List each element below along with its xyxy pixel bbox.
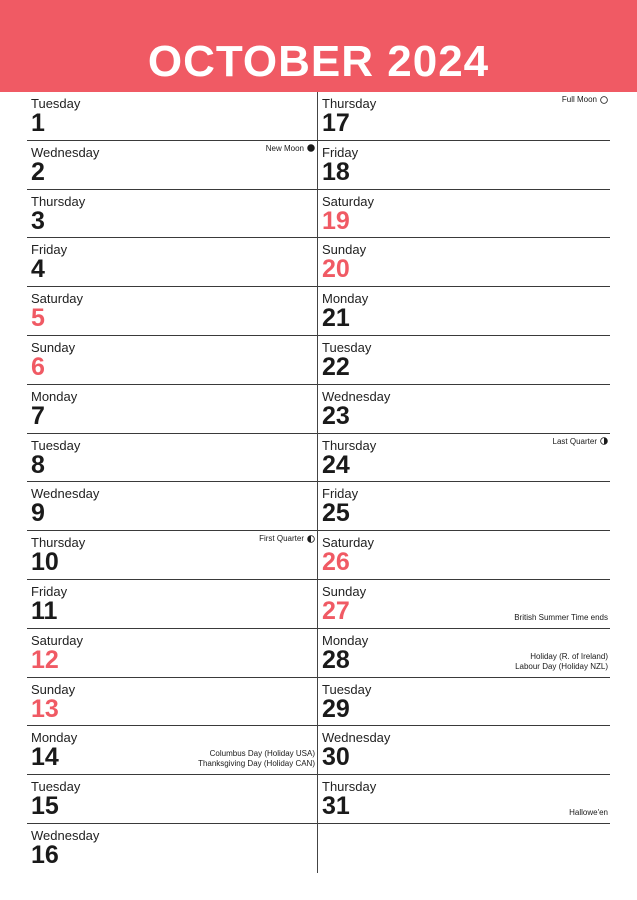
day-cell (318, 238, 610, 287)
day-number: 27 (322, 596, 350, 625)
weekday-label: Wednesday (31, 486, 100, 502)
right-day-column (318, 92, 610, 873)
day-number: 26 (322, 548, 350, 577)
weekday-label: Tuesday (322, 339, 372, 355)
first-quarter-moon-icon (307, 535, 315, 543)
day-number: 25 (322, 499, 350, 528)
left-day-column (27, 92, 317, 873)
day-number: 19 (322, 206, 350, 235)
holiday-note: British Summer Time ends (514, 612, 608, 622)
day-number: 31 (322, 792, 350, 821)
day-cell (27, 531, 317, 580)
day-number: 3 (31, 206, 45, 235)
day-number: 22 (322, 352, 350, 381)
day-cell (27, 629, 317, 678)
day-cell (318, 629, 610, 678)
day-cell (27, 190, 317, 239)
holiday-note: Thanksgiving Day (Holiday CAN) (198, 759, 315, 769)
weekday-label: Sunday (31, 339, 76, 355)
holiday-note: Columbus Day (Holiday USA) (209, 749, 315, 759)
weekday-label: Monday (31, 388, 78, 404)
weekday-label: Tuesday (31, 437, 81, 453)
day-cell (27, 141, 317, 190)
day-number: 16 (31, 840, 59, 869)
weekday-label: Monday (322, 632, 369, 648)
weekday-label: Thursday (322, 437, 377, 453)
holiday-note: Hallowe'en (569, 807, 608, 817)
day-number: 23 (322, 401, 350, 430)
day-cell (318, 141, 610, 190)
weekday-label: Monday (31, 730, 78, 746)
day-cell (318, 580, 610, 629)
day-number: 14 (31, 743, 59, 772)
day-cell (27, 678, 317, 727)
day-number: 1 (31, 109, 45, 137)
weekday-label: Friday (322, 144, 359, 160)
weekday-label: Monday (322, 291, 369, 307)
day-cell (27, 726, 317, 775)
weekday-label: Saturday (31, 632, 84, 648)
day-number: 5 (31, 304, 45, 333)
day-cell (27, 336, 317, 385)
day-cell (318, 190, 610, 239)
weekday-label: Wednesday (322, 388, 391, 404)
holiday-note: Holiday (R. of Ireland) (530, 651, 608, 661)
moon-phase-label: New Moon (265, 143, 304, 153)
day-cell (27, 385, 317, 434)
moon-phase (553, 437, 608, 446)
weekday-label: Friday (322, 486, 359, 502)
day-cell (318, 482, 610, 531)
day-number: 9 (31, 499, 45, 528)
month-title: OCTOBER 2024 (147, 37, 490, 86)
day-number: 2 (31, 157, 45, 186)
day-number: 12 (31, 645, 59, 674)
day-number: 8 (31, 450, 45, 479)
moon-phase (562, 95, 608, 104)
day-cell (27, 238, 317, 287)
day-number: 11 (31, 596, 58, 625)
day-cell (27, 287, 317, 336)
weekday-label: Tuesday (31, 779, 81, 795)
day-cell (27, 434, 317, 483)
day-number: 15 (31, 792, 59, 821)
weekday-label: Thursday (31, 193, 86, 209)
day-number: 28 (322, 645, 350, 674)
day-number: 24 (322, 450, 350, 479)
day-cell (318, 92, 610, 141)
day-number: 10 (31, 548, 59, 577)
day-cell (27, 824, 317, 873)
day-cell (318, 678, 610, 727)
weekday-label: Thursday (322, 779, 377, 795)
full-moon-icon (600, 96, 608, 104)
weekday-label: Friday (31, 242, 68, 258)
moon-phase-label: Last Quarter (552, 436, 597, 446)
day-number: 4 (31, 255, 45, 284)
last-quarter-moon-icon (600, 437, 608, 445)
day-number: 30 (322, 743, 350, 772)
weekday-label: Wednesday (31, 827, 100, 843)
weekday-label: Sunday (322, 242, 367, 258)
weekday-label: Wednesday (322, 730, 391, 746)
weekday-label: Tuesday (31, 96, 81, 111)
holiday-notes (515, 652, 608, 672)
moon-phase (259, 534, 315, 543)
holiday-notes (514, 613, 608, 623)
weekday-label: Saturday (322, 535, 375, 551)
weekday-label: Thursday (322, 96, 377, 111)
empty-day-cell (318, 824, 610, 873)
day-number: 17 (322, 109, 350, 137)
holiday-note: Labour Day (Holiday NZL) (515, 661, 608, 671)
day-cell (27, 92, 317, 141)
day-number: 29 (322, 694, 350, 723)
day-number: 6 (31, 352, 45, 381)
day-cell (318, 385, 610, 434)
moon-phase-label: First Quarter (259, 534, 304, 544)
day-number: 21 (322, 304, 350, 333)
day-cell (318, 336, 610, 385)
weekday-label: Sunday (322, 583, 367, 599)
day-number: 20 (322, 255, 350, 284)
moon-phase-label: Full Moon (561, 95, 597, 104)
weekday-label: Wednesday (31, 144, 100, 160)
weekday-label: Saturday (322, 193, 375, 209)
weekday-label: Sunday (31, 681, 76, 697)
day-cell (318, 531, 610, 580)
holiday-notes (569, 808, 608, 818)
day-number: 13 (31, 694, 59, 723)
day-cell (318, 434, 610, 483)
weekday-label: Friday (31, 583, 68, 599)
calendar-header (0, 0, 637, 92)
day-cell (318, 287, 610, 336)
day-cell (27, 775, 317, 824)
day-cell (318, 726, 610, 775)
new-moon-icon (307, 144, 315, 152)
day-cell (27, 580, 317, 629)
day-cell (318, 775, 610, 824)
day-number: 18 (322, 157, 350, 186)
weekday-label: Thursday (31, 535, 86, 551)
moon-phase (266, 144, 315, 153)
weekday-label: Tuesday (322, 681, 372, 697)
day-number: 7 (31, 401, 45, 430)
holiday-notes (198, 749, 315, 769)
weekday-label: Saturday (31, 291, 84, 307)
day-cell (27, 482, 317, 531)
